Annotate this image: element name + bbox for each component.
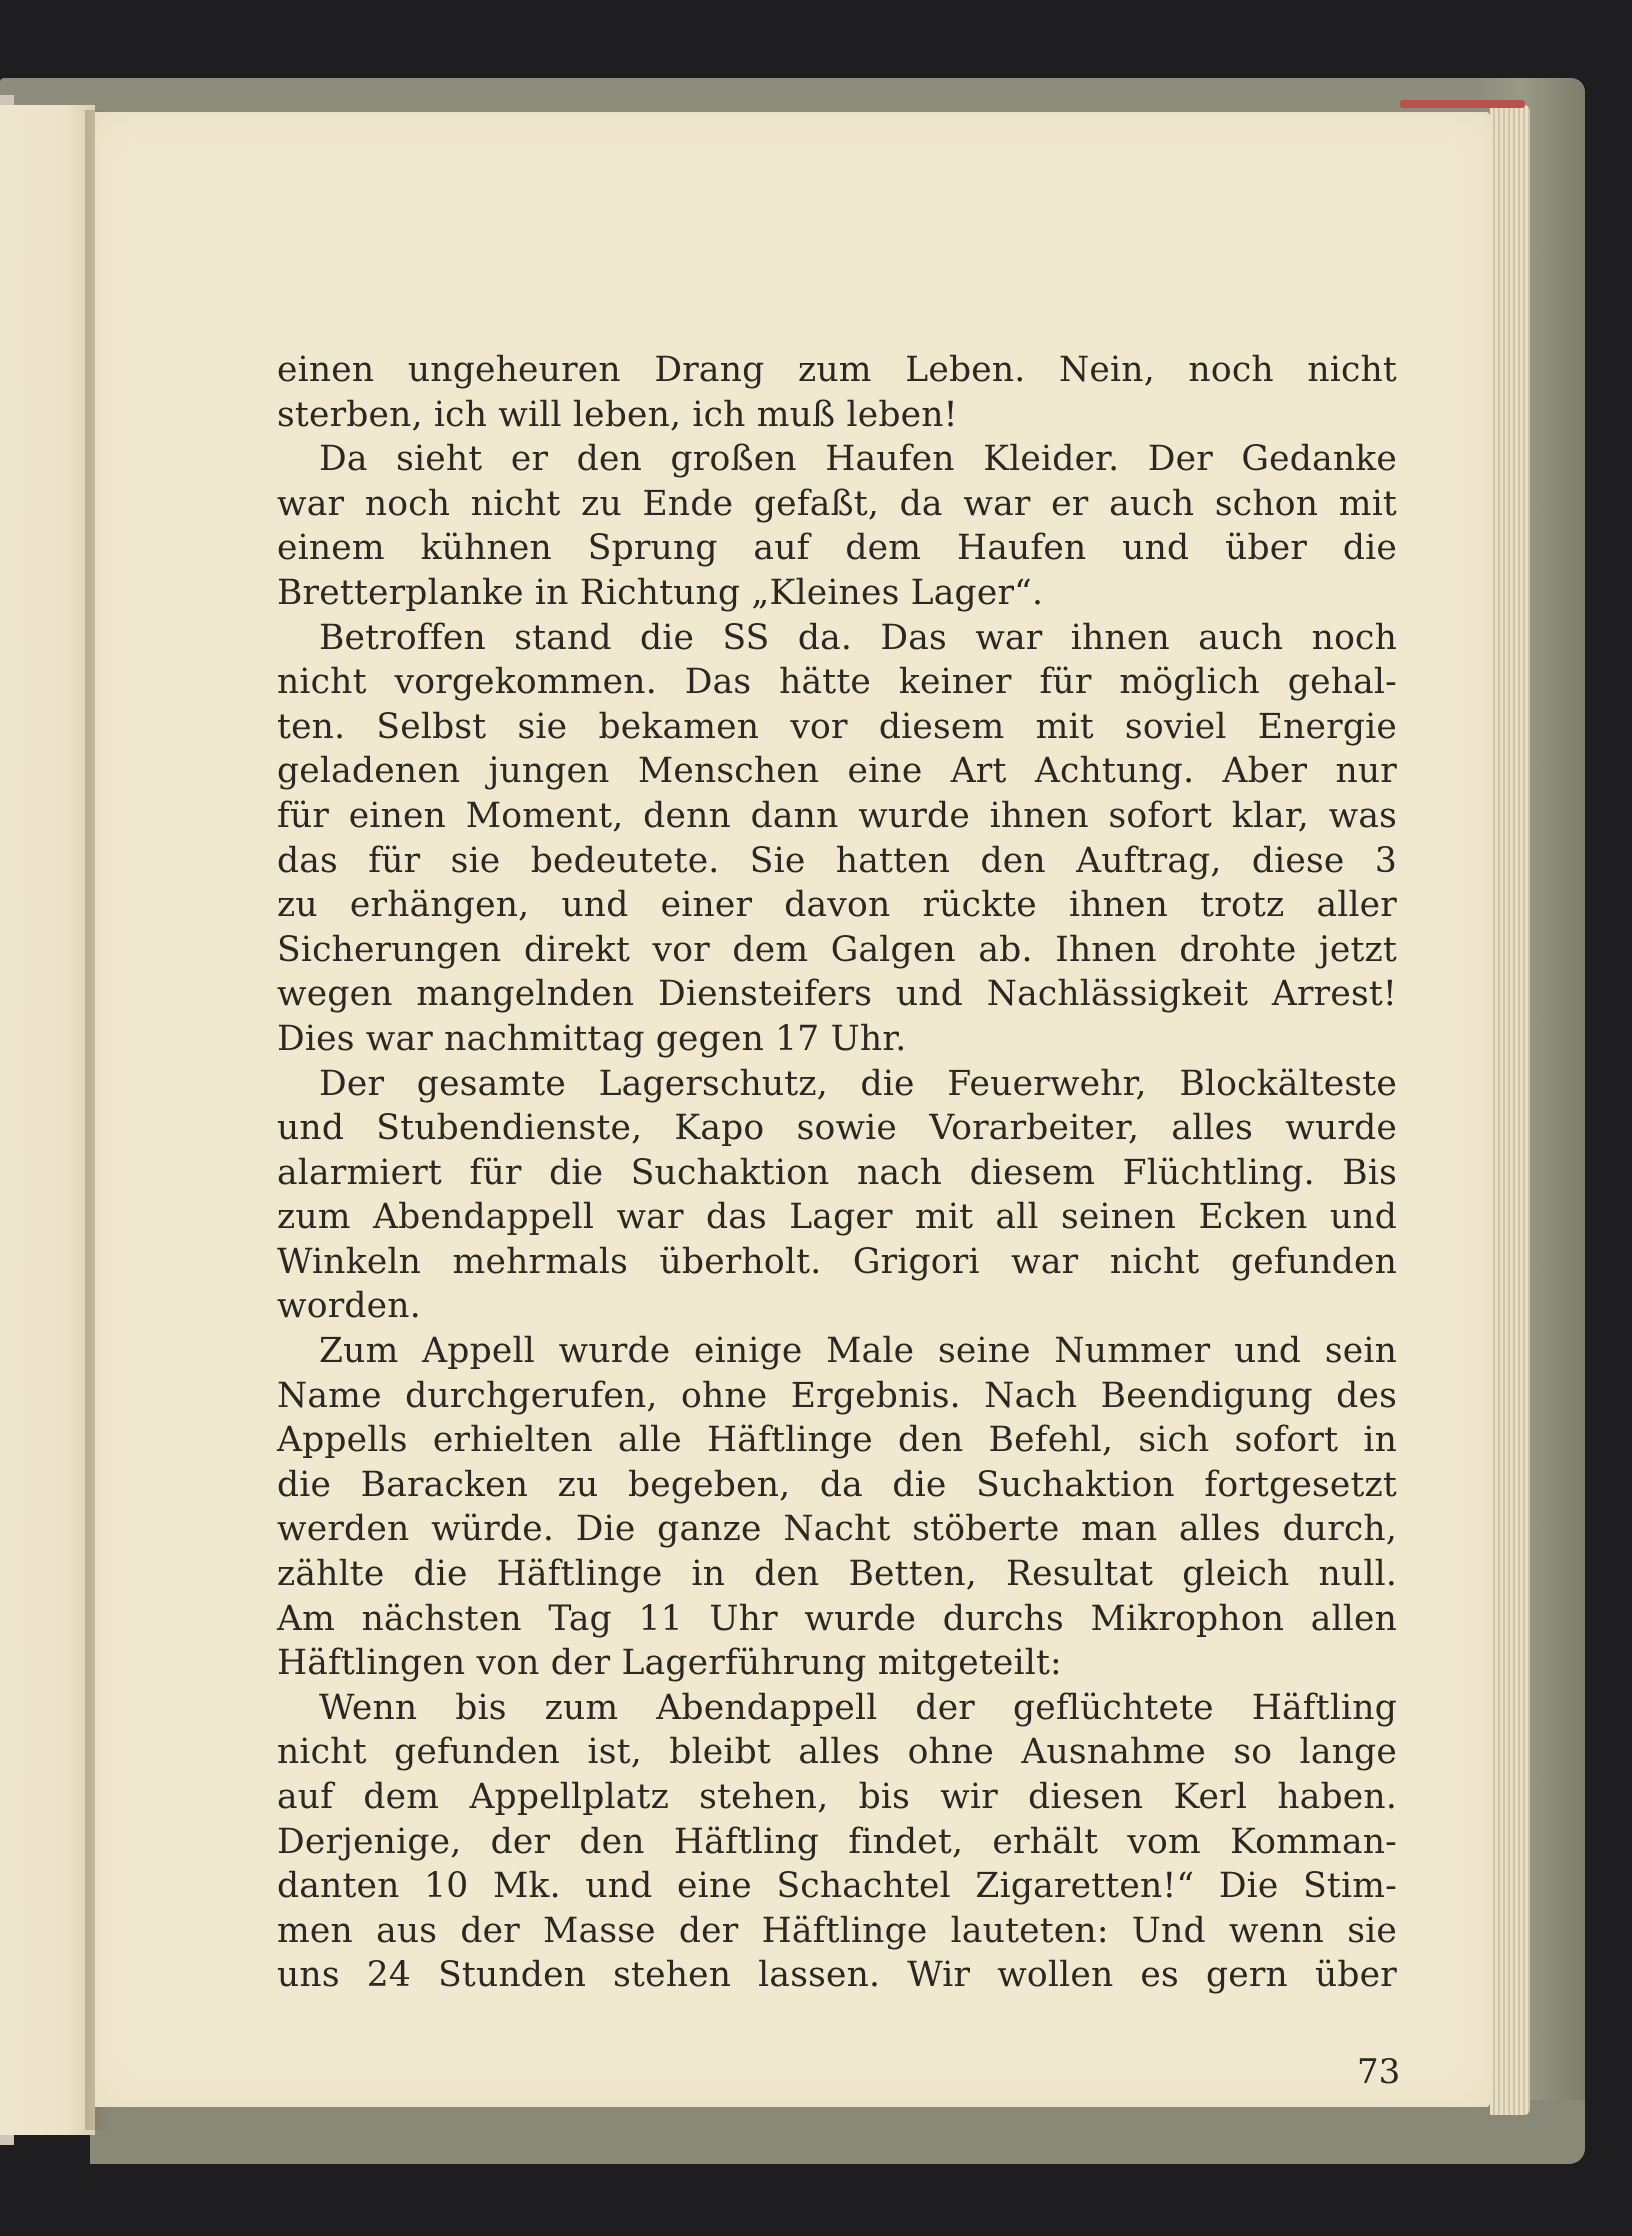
text-line: Betroffen stand die SS da. Das war ihnen auch noch xyxy=(319,617,1397,658)
text-line: Häftlingen von der Lagerführung mitgeteilt: xyxy=(277,1643,1062,1684)
text-line: wegen mangelnden Diensteifers und Nachlässigkeit Arrest! xyxy=(277,974,1397,1015)
text-line: ten. Selbst sie bekamen vor diesem mit soviel Energie xyxy=(277,706,1397,747)
text-line: war noch nicht zu Ende gefaßt, da war er auch schon mit xyxy=(277,483,1397,524)
text-line: Appells erhielten alle Häftlinge den Befehl, sich sofort in xyxy=(277,1420,1397,1461)
text-line: Am nächsten Tag 11 Uhr wurde durchs Mikrophon allen xyxy=(277,1598,1397,1639)
text-line: Name durchgerufen, ohne Ergebnis. Nach Beendigung des xyxy=(277,1375,1397,1416)
text-line: die Baracken zu begeben, da die Suchaktion fortgesetzt xyxy=(277,1464,1397,1505)
red-page-edge xyxy=(1400,100,1525,108)
book-page xyxy=(95,112,1490,2107)
text-line: zum Abendappell war das Lager mit all seinen Ecken und xyxy=(277,1197,1397,1238)
text-line: Winkeln mehrmals überholt. Grigori war nicht gefunden xyxy=(277,1241,1397,1282)
text-line: sterben, ich will leben, ich muß leben! xyxy=(277,394,958,435)
text-line: Der gesamte Lagerschutz, die Feuerwehr, Blockälteste xyxy=(319,1063,1397,1104)
text-line: auf dem Appellplatz stehen, bis wir diesen Kerl haben. xyxy=(277,1777,1397,1817)
text-line: alarmiert für die Suchaktion nach diesem Flüchtling. Bis xyxy=(277,1152,1397,1193)
page-edges xyxy=(1490,105,1530,2115)
body-text xyxy=(277,348,1397,1998)
text-line: Derjenige, der den Häftling findet, erhält vom Komman- xyxy=(277,1821,1397,1862)
text-line: nicht vorgekommen. Das hätte keiner für möglich gehal- xyxy=(277,662,1397,703)
previous-page xyxy=(0,105,95,2135)
text-line: zählte die Häftlinge in den Betten, Resultat gleich null. xyxy=(277,1554,1397,1595)
text-line: men aus der Masse der Häftlinge lauteten: Und wenn sie xyxy=(277,1910,1397,1951)
text-line: worden. xyxy=(277,1286,421,1327)
text-line: nicht gefunden ist, bleibt alles ohne Ausnahme so lange xyxy=(277,1732,1397,1773)
text-line: Zum Appell wurde einige Male seine Nummer und sein xyxy=(319,1331,1397,1372)
text-line: Dies war nachmittag gegen 17 Uhr. xyxy=(277,1018,907,1059)
page-number: 73 xyxy=(1357,2052,1401,2092)
text-line: Bretterplanke in Richtung „Kleines Lager“. xyxy=(277,572,1044,613)
text-line: geladenen jungen Menschen eine Art Achtung. Aber nur xyxy=(277,751,1397,792)
text-line: Wenn bis zum Abendappell der geflüchtete Häftling xyxy=(319,1687,1397,1728)
text-line: das für sie bedeutete. Sie hatten den Auftrag, diese 3 xyxy=(277,840,1397,881)
text-line: zu erhängen, und einer davon rückte ihnen trotz aller xyxy=(277,885,1397,926)
book-cover-top-edge xyxy=(0,78,1585,114)
text-line: einen ungeheuren Drang zum Leben. Nein, noch nicht xyxy=(277,350,1397,390)
text-line: uns 24 Stunden stehen lassen. Wir wollen es gern über xyxy=(277,1955,1397,1996)
text-line: danten 10 Mk. und eine Schachtel Zigaretten!“ Die Stim- xyxy=(277,1866,1397,1907)
text-line: und Stubendienste, Kapo sowie Vorarbeiter, alles wurde xyxy=(277,1108,1397,1149)
text-line: einem kühnen Sprung auf dem Haufen und über die xyxy=(277,528,1397,569)
text-line: werden würde. Die ganze Nacht stöberte man alles durch, xyxy=(277,1509,1397,1550)
book-cover-bottom-edge xyxy=(90,2100,1585,2164)
text-line: Sicherungen direkt vor dem Galgen ab. Ihnen drohte jetzt xyxy=(277,929,1397,970)
text-line: für einen Moment, denn dann wurde ihnen sofort klar, was xyxy=(277,795,1397,836)
text-line: Da sieht er den großen Haufen Kleider. Der Gedanke xyxy=(319,439,1397,480)
